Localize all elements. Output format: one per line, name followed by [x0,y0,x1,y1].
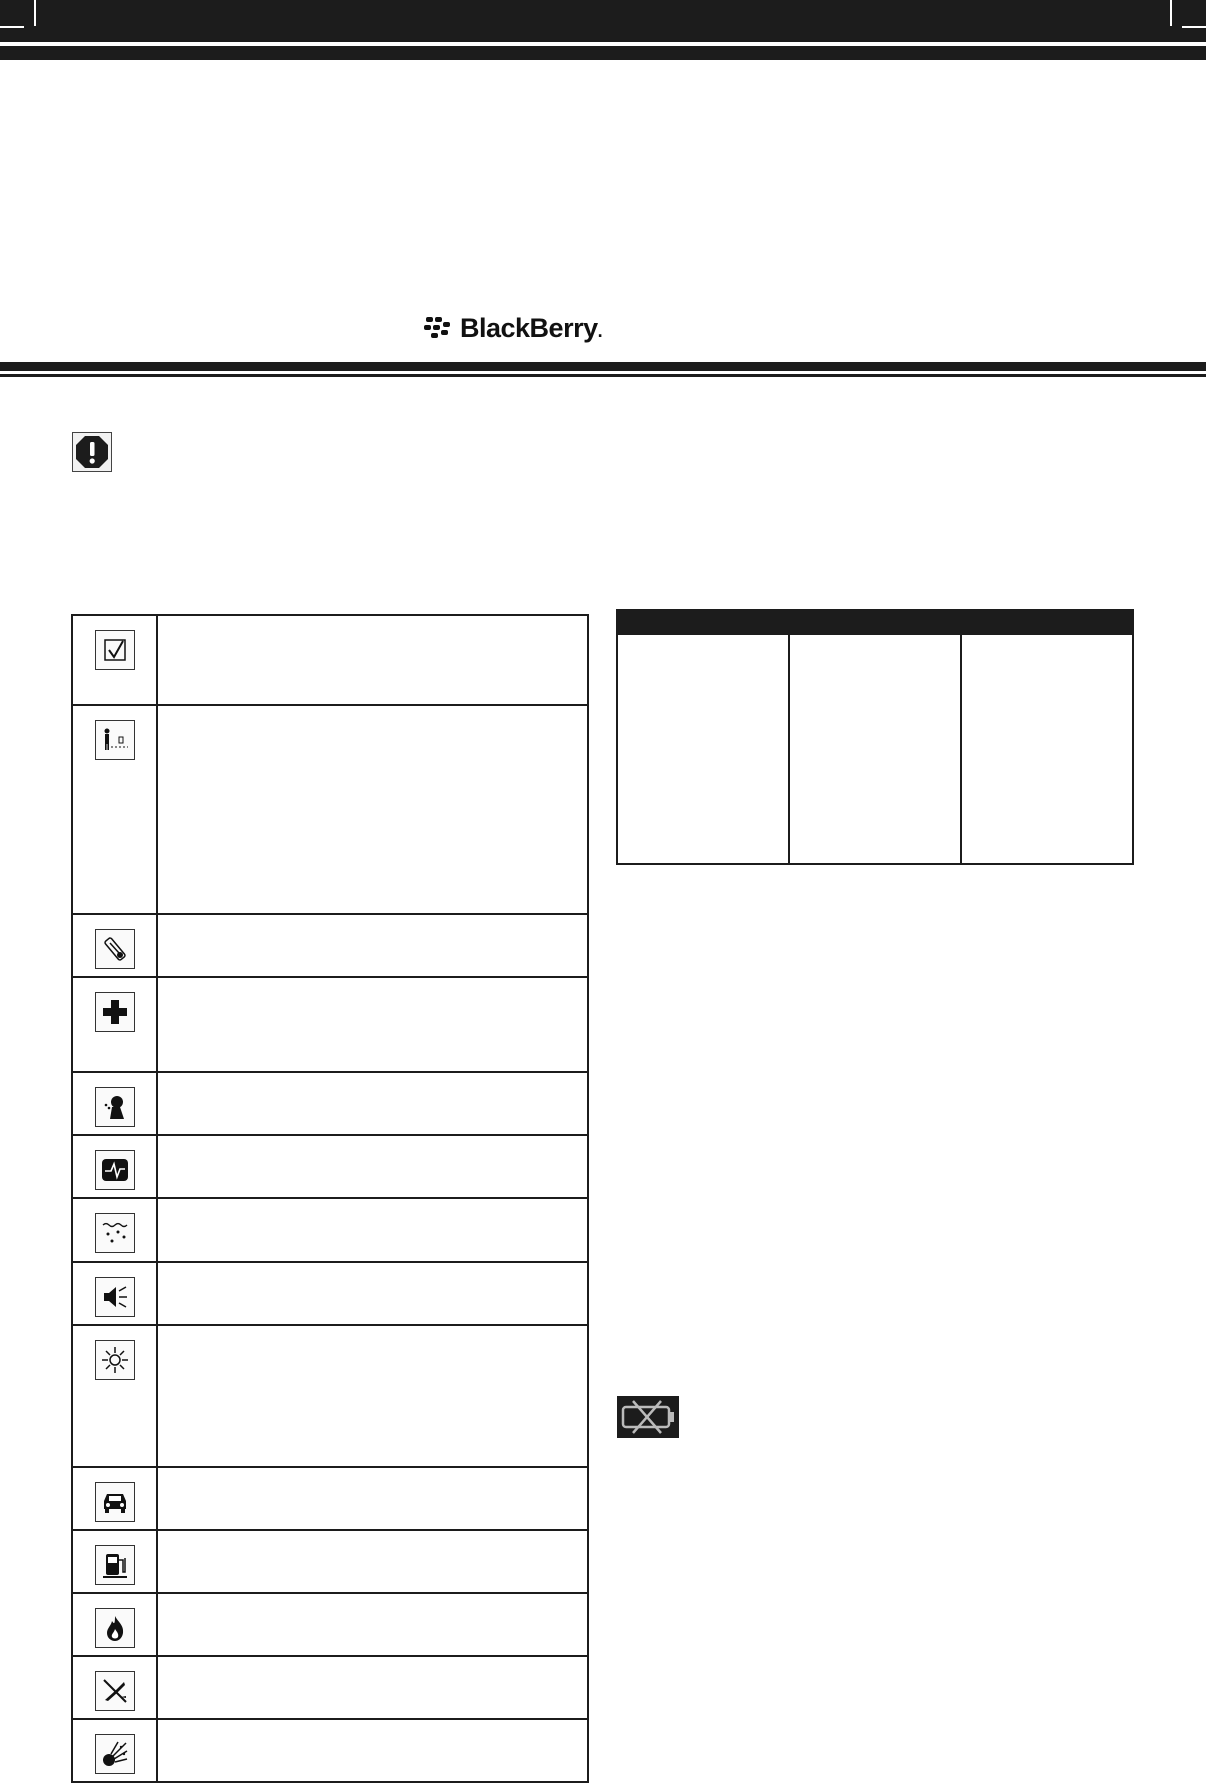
info-table-cell [789,634,961,864]
fuel-pump-icon [95,1545,135,1585]
crop-mark-left-horizontal [0,26,24,28]
safety-text [157,1325,588,1467]
safety-text [157,1072,588,1135]
top-header-bar [0,0,1206,42]
safety-text [157,1198,588,1262]
table-row [72,1072,588,1135]
bright-light-icon [95,1340,135,1380]
airplane-icon [95,1671,135,1711]
safety-text [157,1135,588,1198]
crop-mark-right [1170,0,1172,26]
section-rule-thick [0,362,1206,371]
thermometer-icon [95,929,135,969]
safety-text [157,1656,588,1719]
safety-text [157,1530,588,1593]
section-rule-thin [0,374,1206,377]
top-header-bar-lower [0,46,1206,60]
table-row [72,1135,588,1198]
battery-disposal-icon [617,1396,679,1438]
table-row [72,1325,588,1467]
heart-monitor-icon [95,1150,135,1190]
info-table-cell [961,634,1133,864]
table-row [72,1198,588,1262]
blackberry-logo-icon [424,316,454,340]
info-table-cell [617,634,789,864]
brand-wordmark: BlackBerry. [460,312,603,343]
safety-text [157,914,588,977]
safety-text [157,1719,588,1782]
speaker-volume-icon [95,1277,135,1317]
safety-text [157,705,588,914]
explosion-icon [95,1734,135,1774]
table-row [72,1593,588,1656]
table-row [617,634,1133,864]
warning-octagon-icon [72,432,112,472]
table-row [72,615,588,705]
table-row [72,1262,588,1325]
choking-hazard-icon [95,1087,135,1127]
crop-mark-right-horizontal [1182,26,1206,28]
safety-text [157,1467,588,1530]
safety-text [157,977,588,1072]
crop-mark-left [34,0,36,26]
safety-text [157,1262,588,1325]
medical-cross-icon [95,992,135,1032]
table-row [72,1656,588,1719]
table-row [72,1467,588,1530]
checkmark-icon [95,630,135,670]
safety-text [157,615,588,705]
table-row [72,1530,588,1593]
person-distance-icon [95,720,135,760]
table-row [72,977,588,1072]
flame-icon [95,1608,135,1648]
info-table-header [617,610,1133,634]
table-row [72,705,588,914]
water-drops-icon [95,1213,135,1253]
safety-icon-table [71,614,589,1783]
table-row [72,1719,588,1782]
brand-logo [424,312,602,344]
car-icon [95,1482,135,1522]
table-row [72,914,588,977]
info-table [616,609,1134,865]
safety-text [157,1593,588,1656]
